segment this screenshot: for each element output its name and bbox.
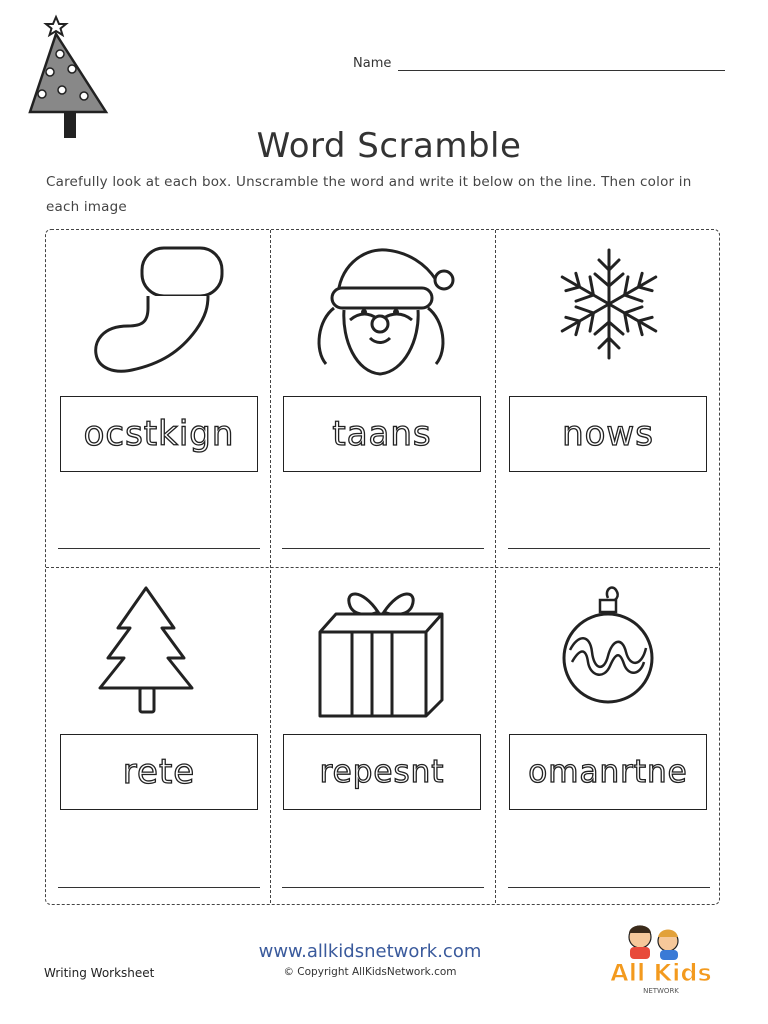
logo-text: All Kids [610,959,712,987]
copyright-text: © Copyright AllKidsNetwork.com [283,966,457,978]
name-label: Name [353,56,392,71]
ornament-icon [560,582,656,714]
present-icon [316,580,446,718]
tree-icon [96,584,196,714]
allkids-network-logo-icon [604,917,718,995]
scrambled-word: repesnt [319,754,445,790]
grid-divider [46,567,718,568]
answer-line[interactable] [282,887,484,888]
stocking-icon [90,242,228,374]
answer-line[interactable] [508,887,710,888]
site-url-link[interactable]: www.allkidsnetwork.com [258,941,482,962]
worksheet-category: Writing Worksheet [44,966,155,980]
scrambled-word-box [60,396,258,472]
answer-line[interactable] [508,548,710,549]
snowflake-icon [549,244,669,364]
scrambled-word-box [60,734,258,810]
scrambled-word: taans [332,414,432,454]
logo-subtext: NETWORK [643,987,679,995]
answer-line[interactable] [282,548,484,549]
scrambled-word: nows [562,414,654,454]
scrambled-word-box [509,734,707,810]
scrambled-word: rete [122,752,196,792]
scrambled-word-box [283,734,481,810]
santa-icon [304,240,458,380]
instructions-text: Carefully look at each box. Unscramble the word and write it below on the line. Then color in each image [46,174,692,215]
scrambled-word-box [283,396,481,472]
scrambled-word-box [509,396,707,472]
name-input-line[interactable] [398,70,725,71]
scrambled-word: omanrtne [528,754,688,790]
scrambled-word: ocstkign [83,414,235,454]
answer-line[interactable] [58,887,260,888]
answer-line[interactable] [58,548,260,549]
page-title: Word Scramble [256,126,522,166]
